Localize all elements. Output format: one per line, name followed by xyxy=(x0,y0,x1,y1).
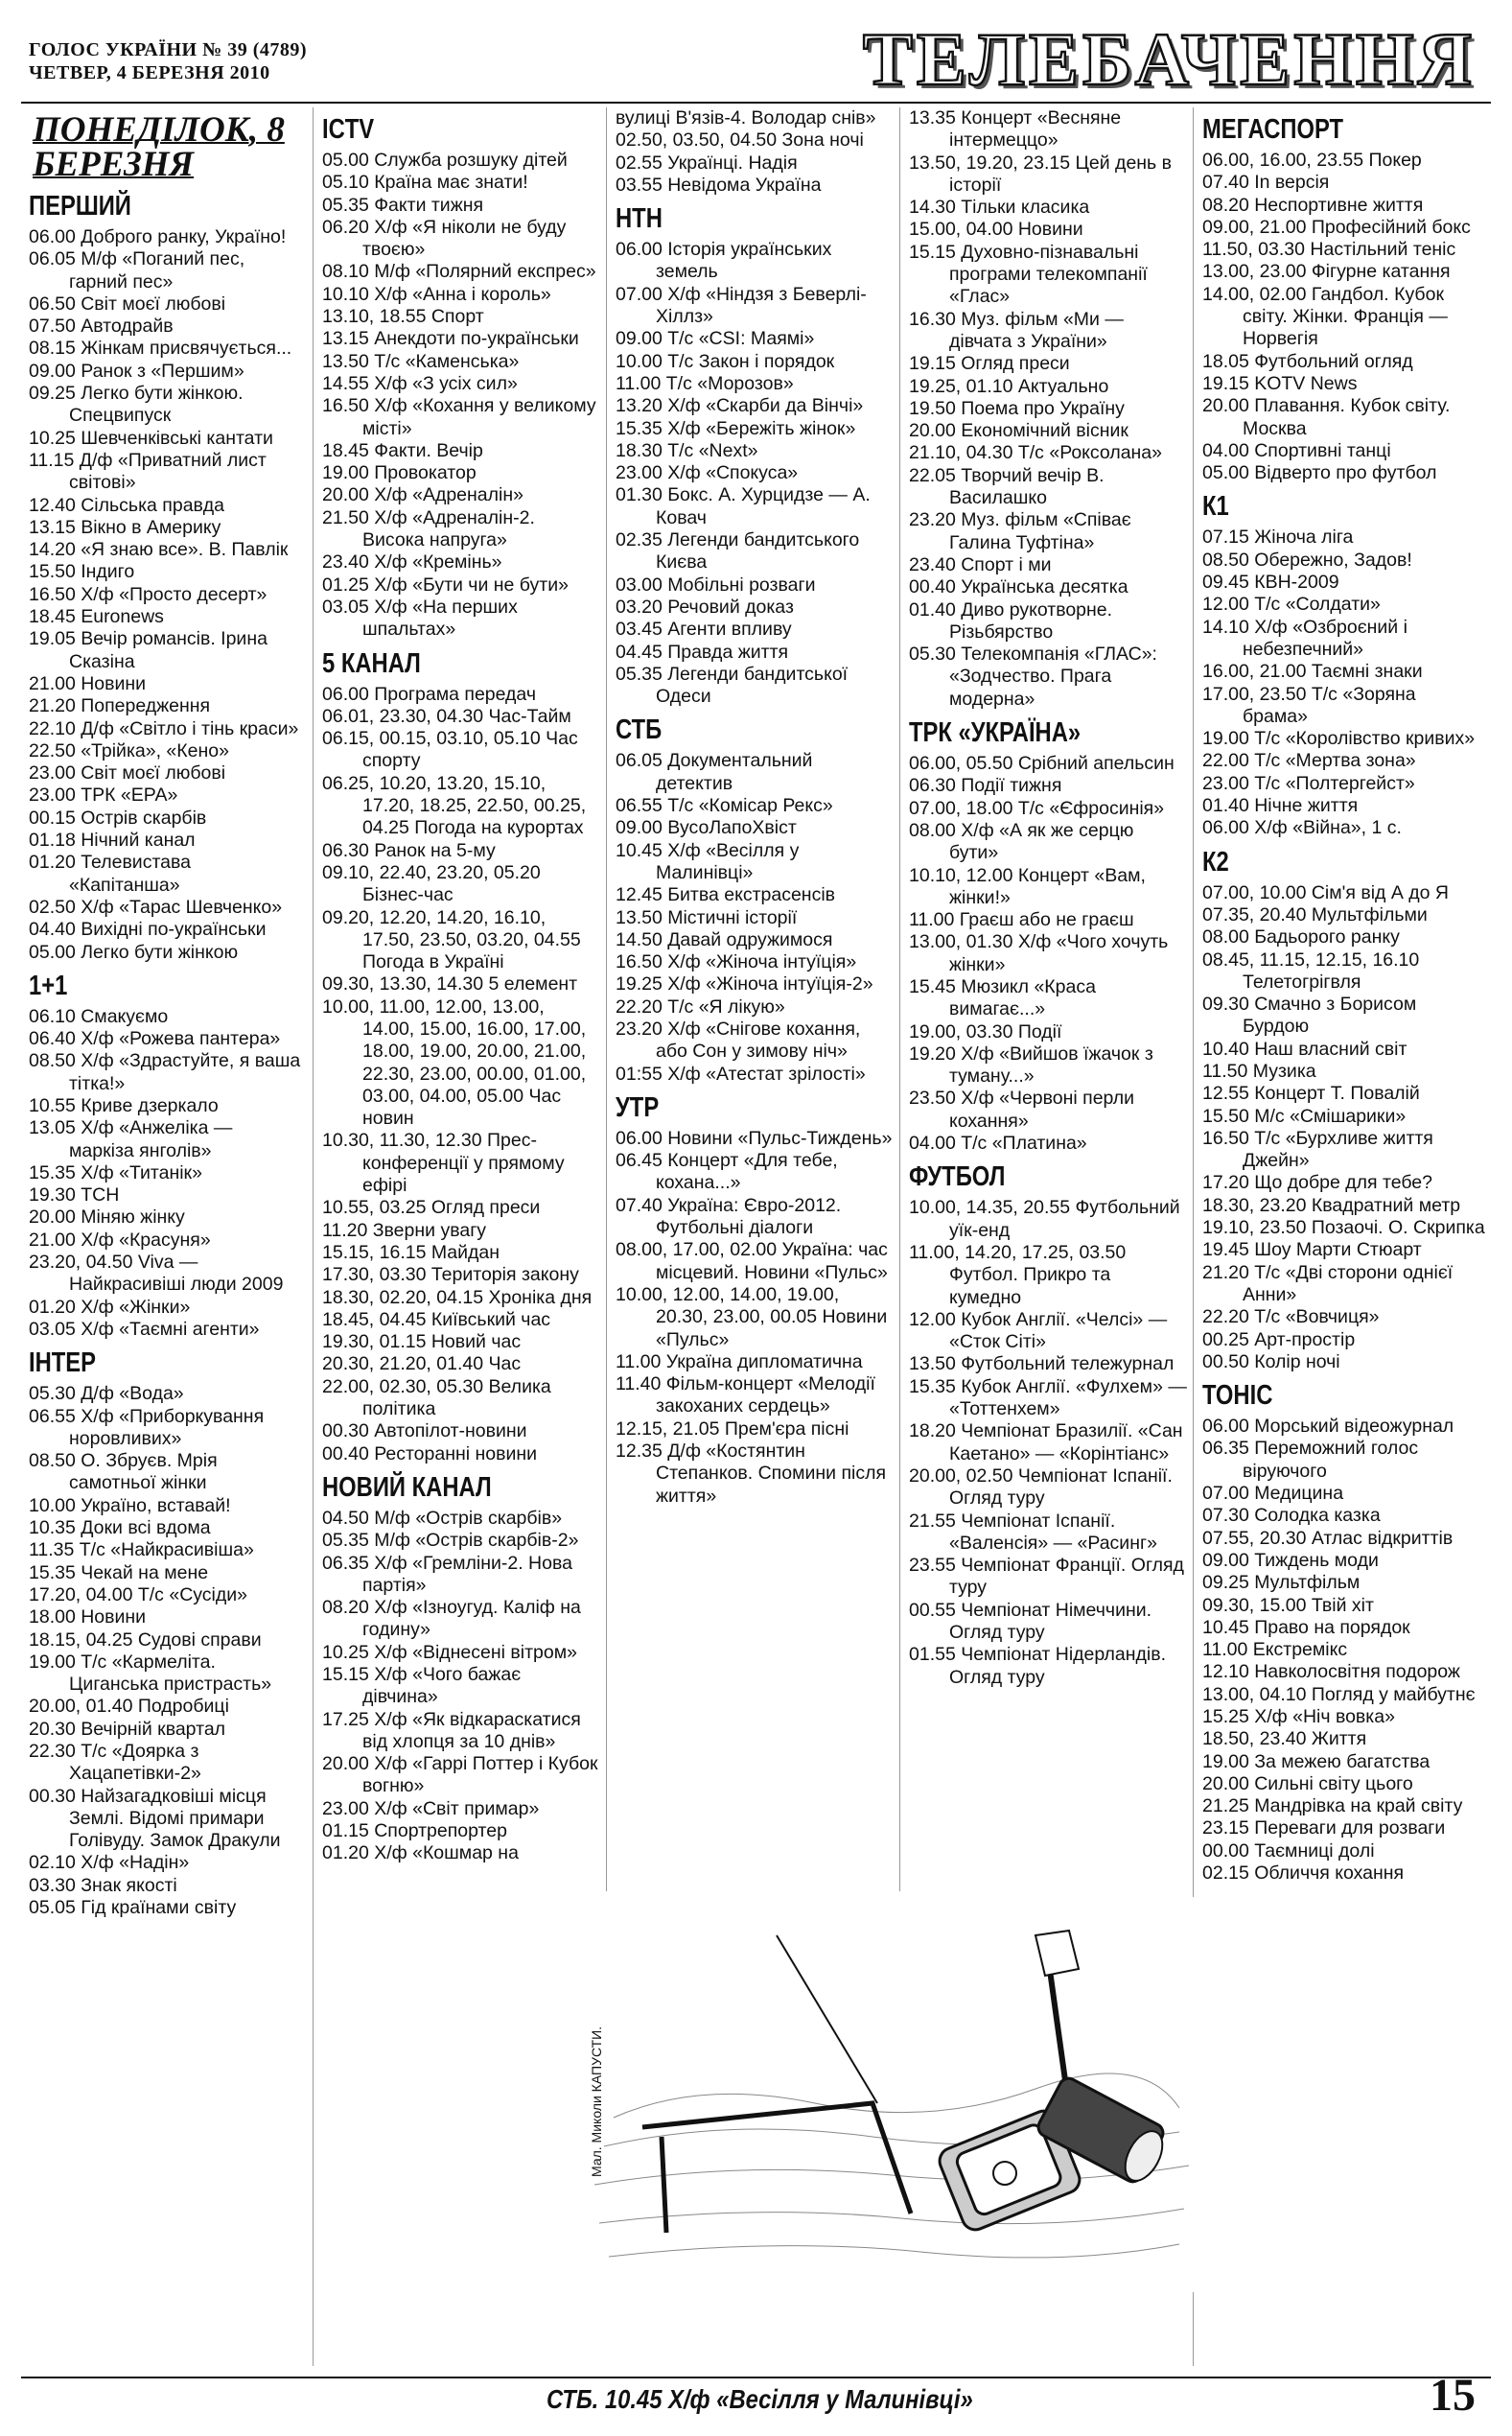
section-title: ТЕЛЕБАЧЕННЯ xyxy=(862,17,1476,101)
channel-heading: ТРК «УКРАЇНА» xyxy=(909,717,1082,749)
cartoon-credit: Мал. Миколи КАПУСТИ. xyxy=(589,2026,604,2177)
program-listing: 17.25 Х/ф «Як відкараскатися від хлопця за 10 днів» xyxy=(322,1708,581,1752)
program-listing: 21.00 Х/ф «Красуня» xyxy=(29,1229,211,1251)
header-rule xyxy=(21,102,1491,104)
program-listing: 23.20 Муз. фільм «Співає Галина Туфтіна» xyxy=(909,509,1131,553)
program-listing: 15.45 Мюзикл «Краса вимагає...» xyxy=(909,975,1096,1020)
program-listing: 10.25 Х/ф «Віднесені вітром» xyxy=(322,1641,577,1663)
program-listing: 03.00 Мобільні розваги xyxy=(616,574,816,596)
program-listing: 06.20 Х/ф «Я ніколи не буду твоєю» xyxy=(322,216,567,261)
program-listing: 18.45, 04.45 Київський час xyxy=(322,1308,551,1330)
program-listing: 22.30 Т/с «Доярка з Хацапетівки-2» xyxy=(29,1741,201,1785)
program-listing: 15.35 Чекай на мене xyxy=(29,1561,209,1583)
footer-rule xyxy=(21,2377,1491,2378)
program-listing: 13.00, 23.00 Фігурне катання xyxy=(1202,261,1451,283)
program-listing: 20.00 Міняю жінку xyxy=(29,1206,185,1229)
program-listing: 00.50 Колір ночі xyxy=(1202,1350,1340,1372)
program-listing: 07.00, 18.00 Т/с «Єфросинія» xyxy=(909,797,1165,819)
program-listing: 03.20 Речовий доказ xyxy=(616,596,794,618)
program-listing: 20.30, 21.20, 01.40 Час xyxy=(322,1353,522,1375)
program-listing: 23.00 ТРК «ЕРА» xyxy=(29,785,178,807)
program-listing: 06.00 Доброго ранку, Україно! xyxy=(29,226,287,247)
channel-heading: ТОНІС xyxy=(1202,1380,1273,1412)
program-listing: 21.20 Попередження xyxy=(29,695,211,717)
column-divider xyxy=(899,107,900,1891)
program-listing: 19.30 ТСН xyxy=(29,1184,120,1206)
program-listing: 06.00 Х/ф «Війна», 1 с. xyxy=(1202,817,1402,839)
program-listing: 05.00 Легко бути жінкою xyxy=(29,941,239,963)
program-listing: 09.30, 13.30, 14.30 5 елемент xyxy=(322,973,578,995)
program-listing: 04.00 Т/с «Платина» xyxy=(909,1133,1087,1155)
program-listing: 09.20, 12.20, 14.20, 16.10, 17.50, 23.50, 03.20, 04.55 Погода в Україні xyxy=(322,906,581,973)
program-listing: 19.05 Вечір романсів. Ірина Сказіна xyxy=(29,628,268,672)
program-listing: 19.10, 23.50 Позаочі. О. Скрипка xyxy=(1202,1217,1485,1239)
day-heading: ПОНЕДІЛОК, 8 БЕРЕЗНЯ xyxy=(33,110,285,184)
program-listing: 22.20 Т/с «Вовчиця» xyxy=(1202,1306,1380,1328)
program-listing: 15.25 Х/ф «Ніч вовка» xyxy=(1202,1706,1395,1727)
program-listing: 17.20 Що добре для тебе? xyxy=(1202,1172,1432,1194)
program-listing: 16.50 Х/ф «Просто десерт» xyxy=(29,583,268,605)
program-listing: 23.55 Чемпіонат Франції. Огляд туру xyxy=(909,1555,1184,1599)
program-listing: 11.00 Т/с «Морозов» xyxy=(616,372,794,394)
program-listing: 09.00 ВусоЛапоХвіст xyxy=(616,817,797,839)
program-listing: 22.20 Т/с «Я лікую» xyxy=(616,995,785,1018)
program-listing: 06.40 Х/ф «Рожева пантера» xyxy=(29,1028,281,1050)
program-listing: 06.10 Смакуємо xyxy=(29,1005,169,1027)
program-listing: 22.05 Творчий вечір В. Василашко xyxy=(909,464,1105,509)
program-listing: 10.45 Х/ф «Весілля у Малинівці» xyxy=(616,839,800,883)
program-listing: 11.00 Екстремікс xyxy=(1202,1639,1348,1661)
program-listing: 23.20, 04.50 Viva — Найкрасивіші люди 2009 xyxy=(29,1252,284,1296)
program-listing: 01.55 Чемпіонат Нідерландів. Огляд туру xyxy=(909,1644,1167,1688)
program-listing: 09.25 Мультфільм xyxy=(1202,1572,1361,1594)
program-listing: 10.30, 11.30, 12.30 Прес-конференції у прямому ефірі xyxy=(322,1130,565,1197)
program-listing: 02.35 Легенди бандитського Києва xyxy=(616,529,860,574)
program-listing: 22.50 «Трійка», «Кено» xyxy=(29,739,229,761)
program-listing: 16.50 Х/ф «Жіноча інтуїція» xyxy=(616,951,857,973)
program-listing: 11.40 Фільм-концерт «Мелодії закоханих сердець» xyxy=(616,1373,875,1417)
program-listing: 10.35 Доки всі вдома xyxy=(29,1517,211,1539)
program-listing: 13.50 Містичні історії xyxy=(616,906,798,928)
program-listing: 05.30 Д/ф «Вода» xyxy=(29,1383,184,1405)
program-listing: 10.10, 12.00 Концерт «Вам, жінки!» xyxy=(909,864,1146,908)
program-listing: 22.00, 02.30, 05.30 Велика політика xyxy=(322,1375,551,1420)
program-listing: 13.35 Концерт «Весняне інтермеццо» xyxy=(909,107,1122,152)
program-listing: 15.50 М/с «Смішарики» xyxy=(1202,1105,1407,1127)
program-listing: 09.30, 15.00 Твій хіт xyxy=(1202,1594,1374,1616)
program-listing: 06.30 Ранок на 5-му xyxy=(322,839,496,861)
program-listing: 05.05 Гід країнами світу xyxy=(29,1897,237,1919)
program-listing: 00.40 Українська десятка xyxy=(909,576,1128,598)
program-listing: 20.00 Сильні світу цього xyxy=(1202,1772,1413,1794)
program-listing: 06.00, 16.00, 23.55 Покер xyxy=(1202,150,1422,171)
program-listing: 07.00 Х/ф «Ніндзя з Беверлі-Хіллз» xyxy=(616,283,867,328)
program-listing: 13.00, 04.10 Погляд у майбутнє xyxy=(1202,1683,1476,1705)
program-listing: 15.15 Х/ф «Чого бажає дівчина» xyxy=(322,1664,522,1708)
program-listing: 08.15 Жінкам присвячується... xyxy=(29,338,292,360)
program-listing: 08.00 Х/ф «А як же серцю бути» xyxy=(909,819,1134,864)
program-listing: 06.00 Програма передач xyxy=(322,683,537,705)
program-listing: 04.45 Правда життя xyxy=(616,641,789,663)
program-listing: 10.40 Наш власний світ xyxy=(1202,1038,1407,1060)
program-listing: 05.10 Країна має знати! xyxy=(322,172,528,194)
program-listing: 04.50 М/ф «Острів скарбів» xyxy=(322,1507,563,1529)
program-listing: 00.25 Арт-простір xyxy=(1202,1328,1356,1350)
program-listing: 08.45, 11.15, 12.15, 16.10 Телетогрігвля xyxy=(1202,949,1420,993)
program-listing: 03.55 Невідома Україна xyxy=(616,174,822,196)
program-listing: 06.55 Т/с «Комісар Рекс» xyxy=(616,795,833,817)
program-listing: 10.55, 03.25 Огляд преси xyxy=(322,1197,541,1219)
program-listing: 01.40 Диво рукотворне. Різьбярство xyxy=(909,598,1113,643)
program-listing: 15.15 Духовно-пізнавальні програми телекомпанії «Глас» xyxy=(909,241,1148,308)
program-listing: 07.35, 20.40 Мультфільми xyxy=(1202,903,1428,925)
program-listing: 19.25, 01.10 Актуально xyxy=(909,375,1109,397)
program-listing: 01.25 Х/ф «Бути чи не бути» xyxy=(322,574,569,596)
program-listing: 01.30 Бокс. А. Хурцидзе — А. Ковач xyxy=(616,484,871,528)
program-listing: 01.20 Х/ф «Жінки» xyxy=(29,1296,191,1318)
program-listing: 00.40 Ресторанні новини xyxy=(322,1442,538,1464)
program-listing: 05.35 М/ф «Острів скарбів-2» xyxy=(322,1530,579,1552)
program-listing: 19.30, 01.15 Новий час xyxy=(322,1331,522,1353)
channel-heading: ПЕРШИЙ xyxy=(29,191,131,222)
program-listing: 07.40 In версія xyxy=(1202,172,1330,194)
program-listing: 08.00 Бадьорого ранку xyxy=(1202,926,1400,949)
program-listing: 09.00 Ранок з «Першим» xyxy=(29,360,244,382)
program-listing: 00.15 Острів скарбів xyxy=(29,807,207,829)
program-listing: 05.00 Служба розшуку дітей xyxy=(322,150,568,171)
program-listing: 14.00, 02.00 Гандбол. Кубок світу. Жінки. Франція — Норвегія xyxy=(1202,283,1448,350)
program-listing: 02.50, 03.50, 04.50 Зона ночі xyxy=(616,129,864,152)
program-listing: 09.00 Т/с «CSI: Маямі» xyxy=(616,328,815,350)
program-listing: 01.20 Телевистава «Капітанша» xyxy=(29,852,191,896)
program-listing: 08.20 Неспортивне життя xyxy=(1202,194,1424,216)
program-listing: 05.30 Телекомпанія «ГЛАС»: «Зодчество. Прага модерна» xyxy=(909,644,1157,710)
program-listing: 07.50 Автодрайв xyxy=(29,316,174,338)
program-listing: 06.35 Переможний голос віруючого xyxy=(1202,1438,1419,1482)
program-listing: 15.15, 16.15 Майдан xyxy=(322,1241,500,1263)
program-listing: 19.20 Х/ф «Вийшов їжачок з туману...» xyxy=(909,1042,1153,1088)
column-3 xyxy=(616,107,894,1508)
program-listing: 06.01, 23.30, 04.30 Час-Тайм xyxy=(322,705,571,727)
program-listing: 16.00, 21.00 Таємні знаки xyxy=(1202,661,1423,683)
program-listing: 18.20 Чемпіонат Бразилії. «Сан Каетано» — «Корінтіанс» xyxy=(909,1420,1183,1464)
program-listing: 19.00 За межею багатства xyxy=(1202,1750,1431,1772)
program-listing: 06.55 Х/ф «Приборкування норовливих» xyxy=(29,1405,265,1449)
program-listing: 05.35 Факти тижня xyxy=(322,194,484,216)
program-listing: 23.00 Світ моєї любові xyxy=(29,762,226,785)
issue-line: ГОЛОС УКРАЇНИ № 39 (4789) xyxy=(29,39,308,60)
program-listing: 00.55 Чемпіонат Німеччини. Огляд туру xyxy=(909,1599,1152,1643)
program-listing: 18.30, 23.20 Квадратний метр xyxy=(1202,1194,1461,1216)
program-listing: 08.10 М/ф «Полярний експрес» xyxy=(322,261,596,283)
program-listing: 14.10 Х/ф «Озброєний і небезпечний» xyxy=(1202,616,1407,660)
program-listing: 16.50 Х/ф «Кохання у великому місті» xyxy=(322,395,596,439)
program-listing: 14.55 Х/ф «З усіх сил» xyxy=(322,372,518,394)
program-listing: 19.00 Т/с «Королівство кривих» xyxy=(1202,728,1476,750)
program-listing: 15.35 Х/ф «Бережіть жінок» xyxy=(616,417,856,439)
channel-heading: НТН xyxy=(616,203,663,235)
program-listing: 14.20 «Я знаю все». В. Павлік xyxy=(29,539,289,561)
date-line: ЧЕТВЕР, 4 БЕРЕЗНЯ 2010 xyxy=(29,62,270,83)
program-listing: 00.00 Таємниці долі xyxy=(1202,1839,1375,1862)
program-listing: 20.00, 02.50 Чемпіонат Іспанії. Огляд туру xyxy=(909,1464,1173,1510)
program-listing: 02.15 Обличчя кохання xyxy=(1202,1862,1405,1885)
program-listing: 11.35 Т/с «Найкрасивіша» xyxy=(29,1539,254,1561)
program-listing: 23.20 Х/ф «Снігове кохання, або Сон у зимову ніч» xyxy=(616,1018,861,1063)
program-listing: 06.05 Документальний детектив xyxy=(616,750,813,794)
program-listing: 01.15 Спортрепортер xyxy=(322,1820,507,1842)
program-listing: 18.30, 02.20, 04.15 Хроніка дня xyxy=(322,1286,593,1308)
program-listing: 06.00 Новини «Пульс-Тиждень» xyxy=(616,1127,893,1149)
program-listing: 07.00, 10.00 Сім'я від А до Я xyxy=(1202,881,1450,903)
program-listing: 19.45 Шоу Марти Стюарт xyxy=(1202,1239,1422,1261)
program-listing: 21.25 Мандрівка на край світу xyxy=(1202,1795,1463,1817)
program-listing: вулиці В'язів-4. Володар снів» xyxy=(616,107,876,129)
program-listing: 11.00, 14.20, 17.25, 03.50 Футбол. Прикро та кумедно xyxy=(909,1241,1127,1308)
program-listing: 06.50 Світ моєї любові xyxy=(29,293,226,315)
program-listing: 03.05 Х/ф «Таємні агенти» xyxy=(29,1318,260,1340)
channel-heading: К1 xyxy=(1202,491,1229,523)
program-listing: 21.50 Х/ф «Адреналін-2. Висока напруга» xyxy=(322,506,535,551)
program-listing: 21.00 Новини xyxy=(29,672,147,694)
program-listing: 02.50 Х/ф «Тарас Шевченко» xyxy=(29,896,283,918)
program-listing: 08.00, 17.00, 02.00 Україна: час місцевий. Новини «Пульс» xyxy=(616,1239,888,1283)
program-listing: 13.50 Футбольний тележурнал xyxy=(909,1353,1175,1375)
program-listing: 09.00, 21.00 Професійний бокс xyxy=(1202,216,1471,238)
program-listing: 18.50, 23.40 Життя xyxy=(1202,1728,1367,1750)
program-listing: 06.35 Х/ф «Гремліни-2. Нова партія» xyxy=(322,1552,572,1596)
program-listing: 09.10, 22.40, 23.20, 05.20 Бізнес-час xyxy=(322,861,541,906)
channel-heading: СТБ xyxy=(616,714,663,746)
program-listing: 13.15 Вікно в Америку xyxy=(29,516,221,538)
program-listing: 18.05 Футбольний огляд xyxy=(1202,350,1413,372)
channel-heading: 5 КАНАЛ xyxy=(322,647,421,679)
program-listing: 08.50 Х/ф «Здрастуйте, я ваша тітка!» xyxy=(29,1050,301,1094)
program-listing: 15.50 Індиго xyxy=(29,561,135,583)
program-listing: 20.00 Х/ф «Адреналін» xyxy=(322,484,523,506)
program-listing: 13.20 Х/ф «Скарби да Вінчі» xyxy=(616,395,864,417)
program-listing: 08.50 Обережно, Задов! xyxy=(1202,549,1412,571)
column-5 xyxy=(1202,107,1485,1885)
program-listing: 09.45 КВН-2009 xyxy=(1202,572,1339,594)
program-listing: 02.55 Українці. Надія xyxy=(616,152,798,174)
program-listing: 10.00, 12.00, 14.00, 19.00, 20.30, 23.00, 00.05 Новини «Пульс» xyxy=(616,1283,888,1350)
channel-heading: УТР xyxy=(616,1091,660,1123)
program-listing: 11.50 Музика xyxy=(1202,1060,1316,1082)
program-listing: 09.00 Тиждень моди xyxy=(1202,1549,1379,1571)
program-listing: 01:55 Х/ф «Атестат зрілості» xyxy=(616,1063,866,1085)
column-2 xyxy=(322,107,600,1865)
column-divider xyxy=(606,107,607,1891)
program-listing: 10.25 Шевченківські кантати xyxy=(29,427,273,449)
program-listing: 17.20, 04.00 Т/с «Сусіди» xyxy=(29,1583,248,1605)
program-listing: 19.50 Поема про Україну xyxy=(909,397,1125,419)
channel-heading: НОВИЙ КАНАЛ xyxy=(322,1471,492,1503)
program-listing: 01.40 Нічне життя xyxy=(1202,795,1359,817)
program-listing: 23.15 Переваги для розваги xyxy=(1202,1817,1446,1839)
column-divider xyxy=(313,107,314,2366)
program-listing: 10.55 Криве дзеркало xyxy=(29,1094,219,1116)
program-listing: 17.30, 03.30 Територія закону xyxy=(322,1264,579,1286)
program-listing: 05.00 Відверто про футбол xyxy=(1202,462,1437,484)
program-listing: 11.50, 03.30 Настільний теніс xyxy=(1202,239,1456,261)
program-listing: 07.55, 20.30 Атлас відкриттів xyxy=(1202,1527,1454,1549)
page-number: 15 xyxy=(1430,2370,1476,2421)
program-listing: 20.00 Економічний вісник xyxy=(909,420,1128,442)
program-listing: 09.25 Легко бути жінкою. Спецвипуск xyxy=(29,383,244,427)
program-listing: 15.35 Х/ф «Титанік» xyxy=(29,1161,202,1183)
program-listing: 21.20 Т/с «Дві сторони однієї Анни» xyxy=(1202,1261,1454,1305)
program-listing: 10.00, 14.35, 20.55 Футбольний уїк-енд xyxy=(909,1197,1180,1241)
program-listing: 09.30 Смачно з Борисом Бурдою xyxy=(1202,994,1417,1038)
program-listing: 03.45 Агенти впливу xyxy=(616,619,792,641)
program-listing: 19.00, 03.30 Події xyxy=(909,1020,1062,1042)
program-listing: 11.00 Україна дипломатична xyxy=(616,1350,863,1372)
program-listing: 00.30 Найзагадковіші місця Землі. Відомі примари Голівуду. Замок Дракули xyxy=(29,1785,281,1852)
program-listing: 10.00 Україно, вставай! xyxy=(29,1494,231,1516)
program-listing: 01.18 Нічний канал xyxy=(29,830,196,852)
column-4 xyxy=(909,107,1187,1689)
cartoon-illustration xyxy=(585,1897,1198,2292)
program-listing: 19.00 Т/с «Кармеліта. Циганська пристрасть» xyxy=(29,1651,272,1696)
program-listing: 08.20 Х/ф «Ізноугуд. Каліф на годину» xyxy=(322,1597,581,1641)
program-listing: 20.30 Вечірній квартал xyxy=(29,1718,226,1740)
program-listing: 19.25 Х/ф «Жіноча інтуїція-2» xyxy=(616,973,873,995)
channel-heading: 1+1 xyxy=(29,970,68,1001)
program-listing: 12.15, 21.05 Прем'єра пісні xyxy=(616,1417,849,1440)
program-listing: 19.15 Огляд преси xyxy=(909,353,1070,375)
program-listing: 06.25, 10.20, 13.20, 15.10, 17.20, 18.25, 22.50, 00.25, 04.25 Погода на курортах xyxy=(322,772,587,839)
program-listing: 23.50 Х/ф «Червоні перли кохання» xyxy=(909,1088,1134,1132)
column-1 xyxy=(29,107,302,1919)
program-listing: 18.45 Факти. Вечір xyxy=(322,439,483,461)
program-listing: 15.00, 04.00 Новини xyxy=(909,219,1083,241)
program-listing: 00.30 Автопілот-новини xyxy=(322,1420,527,1442)
program-listing: 02.10 Х/ф «Надін» xyxy=(29,1852,190,1874)
channel-heading: ICTV xyxy=(322,114,375,145)
program-listing: 06.05 М/ф «Поганий пес, гарний пес» xyxy=(29,248,245,293)
program-listing: 12.00 Кубок Англії. «Челсі» — «Сток Сіті» xyxy=(909,1308,1168,1353)
program-listing: 12.35 Д/ф «Костянтин Степанков. Спомини після життя» xyxy=(616,1441,887,1507)
program-listing: 21.10, 04.30 Т/с «Роксолана» xyxy=(909,442,1163,464)
program-listing: 07.30 Солодка казка xyxy=(1202,1505,1381,1527)
program-listing: 13.50, 19.20, 23.15 Цей день в історії xyxy=(909,152,1172,196)
program-listing: 23.00 Т/с «Полтергейст» xyxy=(1202,772,1415,794)
footer-promo: СТБ. 10.45 Х/ф «Весілля у Малинівці» xyxy=(547,2384,973,2414)
program-listing: 20.00, 01.40 Подробиці xyxy=(29,1696,229,1718)
program-listing: 10.45 Право на порядок xyxy=(1202,1616,1410,1638)
program-listing: 07.00 Медицина xyxy=(1202,1483,1344,1505)
channel-heading: ІНТЕР xyxy=(29,1347,97,1379)
program-listing: 13.00, 01.30 Х/ф «Чого хочуть жінки» xyxy=(909,931,1169,975)
channel-heading: ФУТБОЛ xyxy=(909,1161,1006,1193)
program-listing: 12.00 Т/с «Солдати» xyxy=(1202,594,1381,616)
program-listing: 10.10 Х/ф «Анна і король» xyxy=(322,283,551,305)
program-listing: 08.50 О. Збруєв. Мрія самотньої жінки xyxy=(29,1450,218,1494)
program-listing: 16.50 Т/с «Бурхливе життя Джейн» xyxy=(1202,1127,1433,1172)
program-listing: 23.40 Х/ф «Кремінь» xyxy=(322,551,502,574)
masthead-info xyxy=(29,38,307,84)
program-listing: 05.35 Легенди бандитської Одеси xyxy=(616,663,849,708)
channel-heading: К2 xyxy=(1202,846,1229,878)
program-listing: 06.15, 00.15, 03.10, 05.10 Час спорту xyxy=(322,728,578,772)
program-listing: 19.15 KOTV News xyxy=(1202,372,1358,394)
program-listing: 19.00 Провокатор xyxy=(322,462,477,484)
program-listing: 22.00 Т/с «Мертва зона» xyxy=(1202,750,1416,772)
program-listing: 04.00 Спортивні танці xyxy=(1202,439,1391,461)
program-listing: 06.00 Історія українських земель xyxy=(616,239,832,283)
program-listing: 13.50 Т/с «Каменська» xyxy=(322,350,520,372)
program-listing: 03.30 Знак якості xyxy=(29,1874,177,1896)
program-listing: 21.55 Чемпіонат Іспанії. «Валенсія» — «Расинг» xyxy=(909,1510,1157,1554)
program-listing: 18.00 Новини xyxy=(29,1606,147,1628)
program-listing: 14.50 Давай одружимося xyxy=(616,928,833,950)
program-listing: 14.30 Тільки класика xyxy=(909,197,1090,219)
program-listing: 12.10 Навколосвітня подорож xyxy=(1202,1661,1460,1683)
program-listing: 18.45 Euronews xyxy=(29,606,164,628)
program-listing: 23.40 Спорт і ми xyxy=(909,553,1052,575)
program-listing: 20.00 Плавання. Кубок світу. Москва xyxy=(1202,395,1451,439)
program-listing: 22.10 Д/ф «Світло і тінь краси» xyxy=(29,717,299,739)
program-listing: 01.20 Х/ф «Кошмар на xyxy=(322,1842,519,1864)
program-listing: 13.10, 18.55 Спорт xyxy=(322,306,484,328)
program-listing: 03.05 Х/ф «На перших шпальтах» xyxy=(322,596,518,641)
program-listing: 16.30 Муз. фільм «Ми — дівчата з України» xyxy=(909,308,1124,352)
program-listing: 06.30 Події тижня xyxy=(909,775,1062,797)
program-listing: 06.00, 05.50 Срібний апельсин xyxy=(909,753,1175,775)
channel-heading: МЕГАСПОРТ xyxy=(1202,114,1344,145)
program-listing: 06.00 Морський відеожурнал xyxy=(1202,1416,1454,1438)
program-listing: 06.45 Концерт «Для тебе, кохана...» xyxy=(616,1150,838,1194)
program-listing: 23.00 Х/ф «Спокуса» xyxy=(616,462,799,484)
program-listing: 15.35 Кубок Англії. «Фулхем» — «Тоттенхем» xyxy=(909,1375,1187,1420)
program-listing: 07.15 Жіноча ліга xyxy=(1202,527,1354,549)
program-listing: 12.40 Сільська правда xyxy=(29,494,224,516)
program-listing: 11.20 Зверни увагу xyxy=(322,1219,487,1241)
program-listing: 10.00 Т/с Закон і порядок xyxy=(616,350,835,372)
program-listing: 13.05 Х/ф «Анжеліка — маркіза янголів» xyxy=(29,1117,233,1161)
program-listing: 11.15 Д/ф «Приватний лист світові» xyxy=(29,449,267,494)
program-listing: 13.15 Анекдоти по-українськи xyxy=(322,328,579,350)
program-listing: 23.00 Х/ф «Світ примар» xyxy=(322,1797,540,1819)
program-listing: 20.00 Х/ф «Гаррі Поттер і Кубок вогню» xyxy=(322,1753,598,1797)
program-listing: 07.40 Україна: Євро-2012. Футбольні діалоги xyxy=(616,1194,842,1239)
program-listing: 18.30 Т/с «Next» xyxy=(616,439,758,461)
program-listing: 10.00, 11.00, 12.00, 13.00, 14.00, 15.00, 16.00, 17.00, 18.00, 19.00, 20.00, 21.00, 22.30, 23.00, 00.00, 01.00, 03.00, 04.00, 05.00 Час новин xyxy=(322,995,587,1130)
program-listing: 12.55 Концерт Т. Повалій xyxy=(1202,1083,1420,1105)
program-listing: 17.00, 23.50 Т/с «Зоряна брама» xyxy=(1202,683,1416,727)
program-listing: 11.00 Граєш або не граєш xyxy=(909,909,1134,931)
program-listing: 12.45 Битва екстрасенсів xyxy=(616,884,836,906)
program-listing: 04.40 Вихідні по-українськи xyxy=(29,919,267,941)
program-listing: 18.15, 04.25 Судові справи xyxy=(29,1628,262,1651)
